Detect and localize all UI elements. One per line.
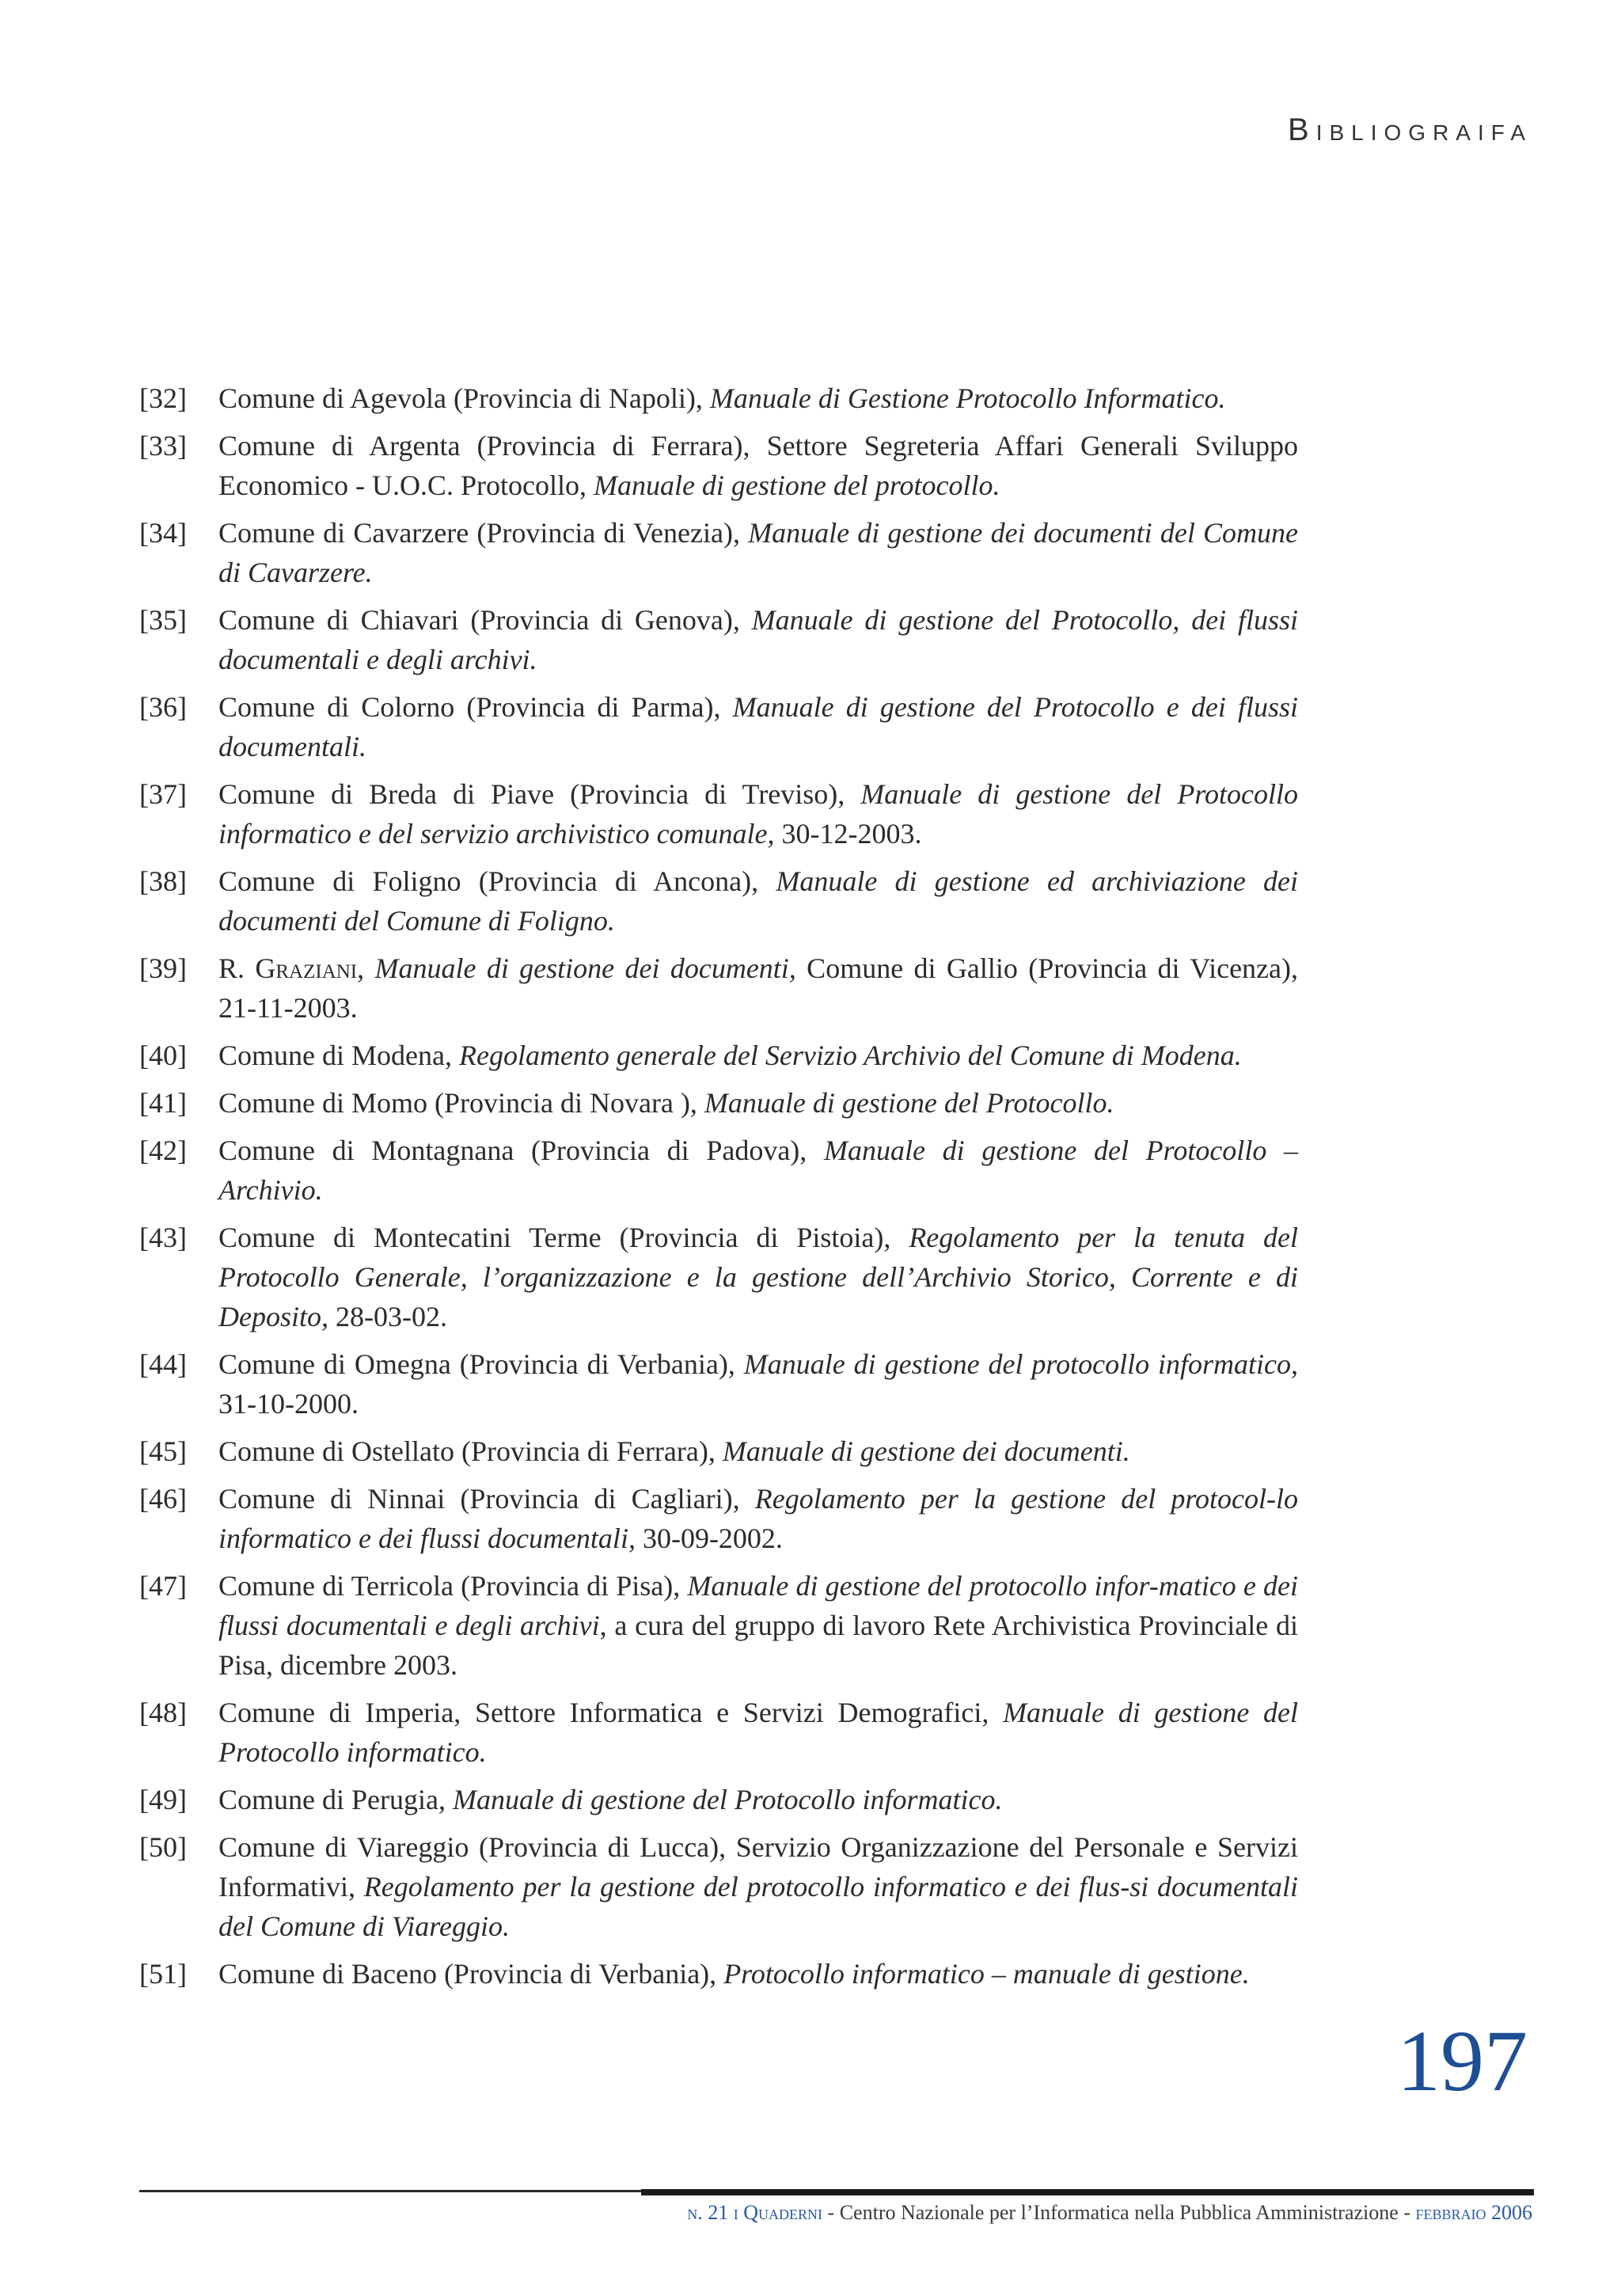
reference-title: Manuale di gestione del protocollo.: [593, 469, 1000, 501]
reference-number: [51]: [139, 1958, 187, 1990]
reference-segment: Graziani: [255, 952, 358, 984]
reference-text: [218, 426, 1298, 505]
reference-segment: Comune di Gallio (Provincia di Vicenza), 21-11-2003.: [218, 952, 1299, 1024]
reference-text: [218, 1218, 1298, 1336]
reference-number: [41]: [139, 1087, 187, 1119]
reference-segment: Comune di Agevola (Provincia di Napoli),: [218, 382, 710, 414]
reference-title: Manuale di Gestione Protocollo Informatico.: [709, 382, 1226, 414]
reference-number: [38]: [139, 865, 187, 897]
reference-text: [218, 1131, 1298, 1210]
reference-title: Regolamento per la gestione del protocol-lo informatico e dei flussi documentali,: [218, 1483, 1298, 1554]
footer-separator: -: [1398, 2201, 1416, 2224]
reference-segment: Comune di Ostellato (Provincia di Ferrara),: [218, 1435, 723, 1467]
reference-title: Manuale di gestione del Protocollo – Archivio.: [218, 1135, 1299, 1206]
reference-segment: 28-03-02.: [328, 1301, 447, 1332]
footer-issue: n. 21 i Quaderni: [687, 2201, 823, 2224]
reference-segment: Comune di Colorno (Provincia di Parma),: [218, 691, 733, 723]
reference-title: Regolamento per la tenuta del Protocollo Generale, l’organizzazione e la gestione dell’Archivio Storico, Corrente e di Deposito,: [218, 1222, 1298, 1332]
reference-text: [218, 687, 1298, 766]
reference-title: Manuale di gestione del Protocollo, dei flussi documentali e degli archivi.: [218, 604, 1298, 675]
reference-segment: Comune di Terricola (Provincia di Pisa),: [218, 1570, 688, 1602]
footer-separator: -: [822, 2201, 840, 2224]
reference-title: Manuale di gestione ed archiviazione dei documenti del Comune di Foligno.: [218, 865, 1299, 937]
footer: [687, 2201, 1532, 2225]
reference-title: Manuale di gestione dei documenti del Comune di Cavarzere.: [218, 517, 1298, 588]
running-head: Bibliograifa: [1288, 112, 1532, 147]
reference-title: Manuale di gestione del Protocollo informatico e del servizio archivistico comunale,: [218, 778, 1298, 850]
reference-text: [218, 1780, 1298, 1819]
reference-segment: Comune di Momo (Provincia di Novara ),: [218, 1087, 704, 1119]
reference-text: [218, 378, 1298, 418]
reference-title: Manuale di gestione del protocollo infor-matico e dei flussi documentali e degli archivi: [218, 1570, 1298, 1641]
reference-title: Regolamento per la gestione del protocollo informatico e dei flus-si documentali del Comune di Viareggio.: [218, 1871, 1298, 1942]
reference-segment: Comune di Breda di Piave (Provincia di Treviso),: [218, 778, 861, 810]
reference-entry: [139, 378, 1298, 418]
reference-title: Regolamento generale del Servizio Archivio del Comune di Modena.: [458, 1040, 1242, 1071]
reference-entry: [139, 1780, 1298, 1819]
reference-segment: 30-12-2003.: [774, 818, 922, 850]
reference-text: [218, 1954, 1298, 1994]
reference-number: [40]: [139, 1040, 187, 1071]
reference-list: [139, 378, 1298, 2001]
reference-title: Manuale di gestione del Protocollo informatico.: [452, 1784, 1003, 1815]
reference-entry: [139, 600, 1298, 679]
reference-title: Manuale di gestione dei documenti.: [722, 1435, 1130, 1467]
reference-number: [45]: [139, 1435, 187, 1467]
reference-entry: [139, 513, 1298, 592]
reference-segment: Comune di Viareggio (Provincia di Lucca), Servizio Organizzazione del Personale e Servizi Informativi,: [218, 1831, 1298, 1903]
reference-entry: [139, 1566, 1298, 1685]
reference-text: [218, 1827, 1298, 1946]
footer-rule-accent: [641, 2189, 1534, 2195]
reference-segment: Comune di Montecatini Terme (Provincia di Pistoia),: [218, 1222, 909, 1253]
reference-number: [34]: [139, 517, 187, 549]
reference-segment: Comune di Argenta (Provincia di Ferrara), Settore Segreteria Affari Generali Sviluppo Economico - U.O.C. Protocollo,: [218, 430, 1298, 501]
reference-entry: [139, 1827, 1298, 1946]
reference-entry: [139, 1218, 1298, 1336]
reference-entry: [139, 1954, 1298, 1994]
reference-text: [218, 1036, 1298, 1075]
reference-number: [42]: [139, 1135, 187, 1166]
reference-segment: Comune di Chiavari (Provincia di Genova),: [218, 604, 752, 636]
reference-entry: [139, 774, 1298, 853]
reference-number: [46]: [139, 1483, 187, 1515]
reference-segment: Comune di Imperia, Settore Informatica e Servizi Demografici,: [218, 1697, 1004, 1728]
reference-segment: ,: [357, 952, 375, 984]
reference-text: [218, 1083, 1298, 1123]
reference-entry: [139, 1431, 1298, 1471]
reference-text: [218, 1693, 1298, 1772]
reference-number: [33]: [139, 430, 187, 462]
reference-segment: Comune di Perugia,: [218, 1784, 453, 1815]
reference-number: [37]: [139, 778, 187, 810]
reference-segment: Comune di Montagnana (Provincia di Padova),: [218, 1135, 824, 1166]
reference-title: Manuale di gestione dei documenti,: [374, 952, 796, 984]
reference-text: [218, 1479, 1298, 1558]
reference-title: Manuale di gestione del Protocollo.: [704, 1087, 1114, 1119]
reference-segment: Comune di Cavarzere (Provincia di Venezia),: [218, 517, 749, 549]
reference-segment: Comune di Omegna (Provincia di Verbania),: [218, 1348, 744, 1380]
reference-number: [49]: [139, 1784, 187, 1815]
reference-text: [218, 1344, 1298, 1424]
reference-entry: [139, 861, 1298, 941]
footer-organization: Centro Nazionale per l’Informatica nella Pubblica Amministrazione: [839, 2201, 1399, 2224]
reference-text: [218, 861, 1298, 941]
reference-title: Manuale di gestione del Protocollo informatico.: [218, 1697, 1298, 1768]
reference-entry: [139, 1693, 1298, 1772]
reference-number: [48]: [139, 1697, 187, 1728]
reference-segment: R.: [218, 952, 256, 984]
reference-segment: Comune di Ninnai (Provincia di Cagliari),: [218, 1483, 755, 1515]
reference-text: [218, 513, 1298, 592]
reference-entry: [139, 1131, 1298, 1210]
reference-title: Manuale di gestione del protocollo informatico,: [743, 1348, 1299, 1380]
reference-number: [47]: [139, 1570, 187, 1602]
reference-title: Protocollo informatico – manuale di gestione.: [723, 1958, 1250, 1990]
reference-entry: [139, 948, 1298, 1028]
reference-segment: Comune di Modena,: [218, 1040, 459, 1071]
reference-segment: Comune di Foligno (Provincia di Ancona),: [218, 865, 776, 897]
reference-entry: [139, 426, 1298, 505]
reference-text: [218, 1566, 1298, 1685]
reference-number: [32]: [139, 382, 187, 414]
reference-text: [218, 948, 1298, 1028]
reference-entry: [139, 1344, 1298, 1424]
reference-segment: 30-09-2002.: [635, 1522, 783, 1554]
page-number: 197: [1397, 2013, 1528, 2109]
reference-number: [44]: [139, 1348, 187, 1380]
reference-text: [218, 1431, 1298, 1471]
reference-title: Manuale di gestione del Protocollo e dei flussi documentali.: [218, 691, 1298, 762]
reference-segment: , a cura del gruppo di lavoro Rete Archivistica Provinciale di Pisa, dicembre 2003.: [218, 1610, 1298, 1681]
reference-entry: [139, 687, 1298, 766]
reference-number: [35]: [139, 604, 187, 636]
reference-text: [218, 774, 1298, 853]
reference-number: [50]: [139, 1831, 187, 1863]
footer-date: febbraio 2006: [1415, 2201, 1532, 2224]
reference-number: [36]: [139, 691, 187, 723]
reference-segment: 31-10-2000.: [218, 1388, 359, 1420]
reference-entry: [139, 1479, 1298, 1558]
reference-number: [43]: [139, 1222, 187, 1253]
reference-entry: [139, 1083, 1298, 1123]
reference-number: [39]: [139, 952, 187, 984]
reference-text: [218, 600, 1298, 679]
reference-entry: [139, 1036, 1298, 1075]
reference-segment: Comune di Baceno (Provincia di Verbania),: [218, 1958, 724, 1990]
